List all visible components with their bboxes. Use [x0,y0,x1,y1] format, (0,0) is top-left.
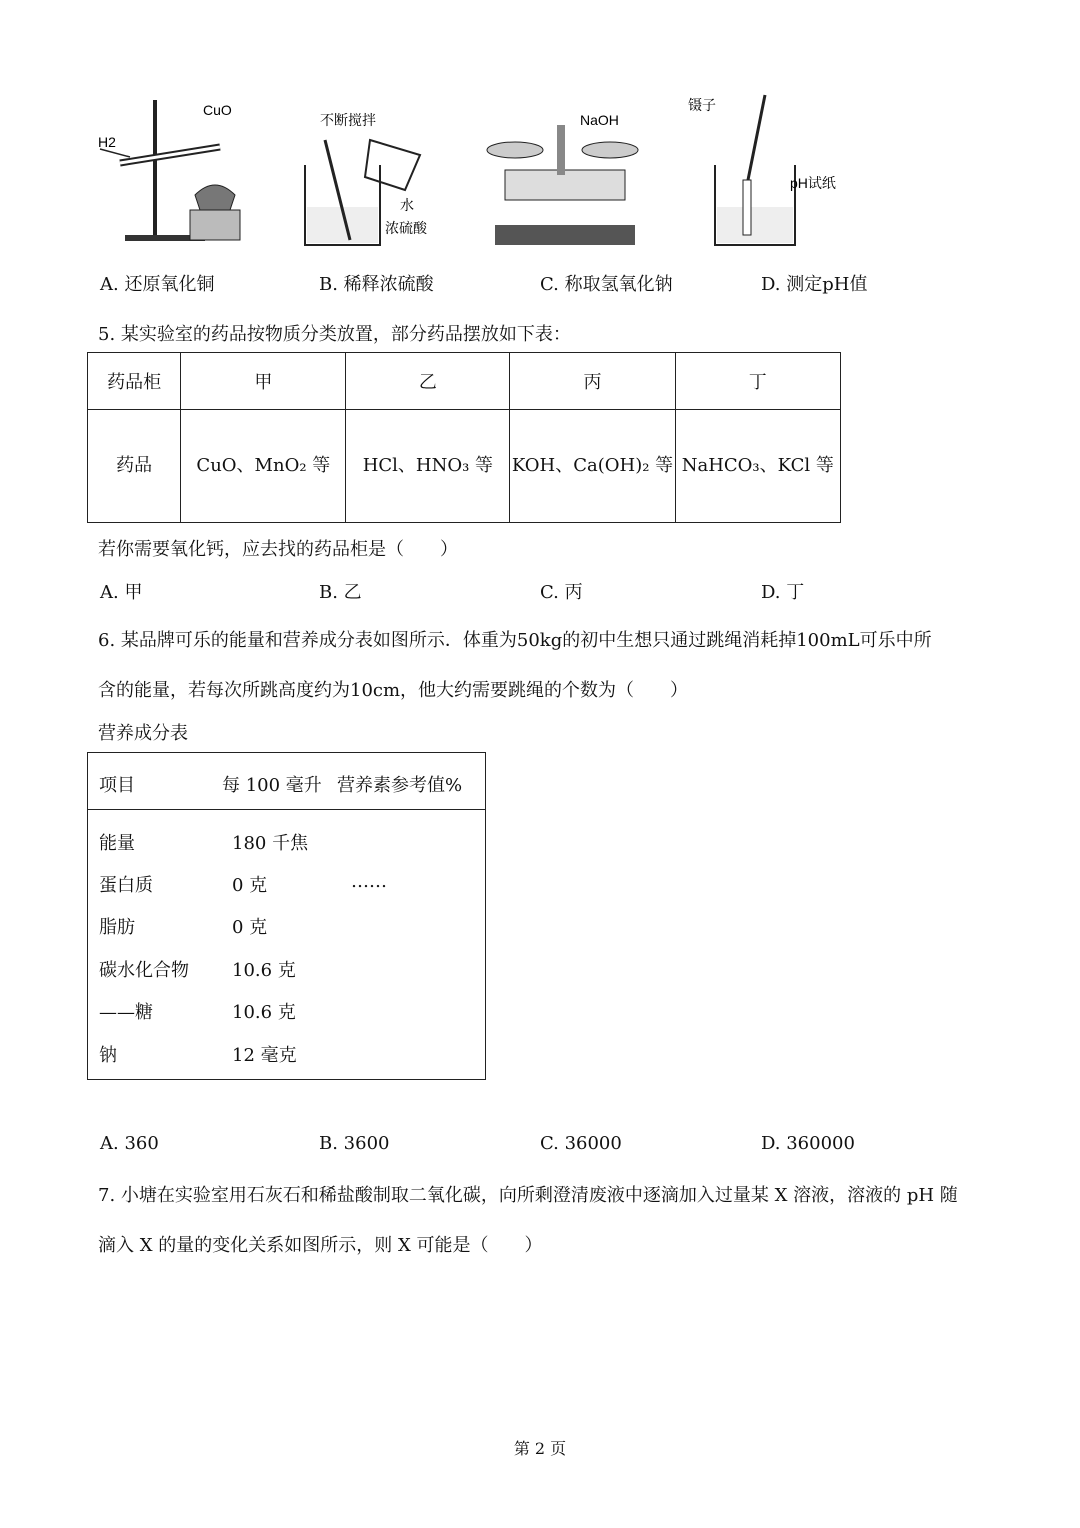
header-item: 项目 [99,775,135,796]
tweezers-label: 镊子 [688,97,716,113]
row-value: 10.6 克 [232,960,296,981]
q5-option-c[interactable]: C. 丙 [540,582,583,603]
cuo-label: CuO [203,102,232,118]
row-name: 脂肪 [99,917,135,938]
row-value: 10.6 克 [232,1002,296,1023]
row-label: 药品 [88,410,181,523]
header-nrv: 营养素参考值% [337,775,463,796]
row-name: 钠 [99,1045,117,1066]
row-value: 0 克 [232,875,268,896]
nutrition-table [87,752,486,1080]
cell-ding: NaHCO₃、KCl 等 [675,410,840,523]
page-footer: 第 2 页 [513,1439,567,1458]
q6-option-c[interactable]: C. 36000 [540,1133,622,1154]
row-name: ——糖 [99,1002,153,1023]
row-name: 能量 [99,833,135,854]
figure-weigh-naoh [485,85,645,250]
figure-dilute-sulfuric-acid [290,85,460,250]
row-name: 碳水化合物 [99,960,189,981]
naoh-label: NaOH [580,112,619,128]
q5-stem: 5. 某实验室的药品按物质分类放置，部分药品摆放如下表： [98,324,571,345]
ellipsis: …… [351,871,387,892]
figure-measure-ph [685,85,860,250]
row-value: 12 毫克 [232,1045,297,1066]
header-bing: 丙 [510,353,675,410]
ph-paper-label: pH试纸 [790,175,836,191]
header-ding: 丁 [675,353,840,410]
q6-line2: 含的能量，若每次所跳高度约为10cm，他大约需要跳绳的个数为（ ） [98,680,689,701]
q4-option-d[interactable]: D. 测定pH值 [761,274,868,295]
water-label: 水 [400,197,414,213]
nutrition-table-title: 营养成分表 [98,723,188,744]
header-yi: 乙 [346,353,510,410]
cell-yi: HCl、HNO₃ 等 [346,410,510,523]
q5-question: 若你需要氧化钙，应去找的药品柜是（ ） [98,539,458,560]
q4-option-b[interactable]: B. 稀释浓硫酸 [319,274,434,295]
header-per100ml: 每 100 毫升 [222,775,322,796]
medicine-cabinet-table [87,352,841,523]
conc-acid-label: 浓硫酸 [385,220,427,236]
q6-option-d[interactable]: D. 360000 [761,1133,855,1154]
q7-line1: 7. 小塘在实验室用石灰石和稀盐酸制取二氧化碳，向所剩澄清废液中逐滴加入过量某 X 溶液，溶液的 pH 随 [98,1185,958,1206]
header-jia: 甲 [181,353,346,410]
q4-option-a[interactable]: A. 还原氧化铜 [100,274,215,295]
stir-label: 不断搅拌 [320,112,376,128]
q5-option-a[interactable]: A. 甲 [100,582,143,603]
q6-option-a[interactable]: A. 360 [100,1133,159,1154]
q5-option-b[interactable]: B. 乙 [319,582,362,603]
q6-line1: 6. 某品牌可乐的能量和营养成分表如图所示．体重为50kg的初中生想只通过跳绳消耗掉100mL可乐中所 [98,630,932,651]
header-cabinet: 药品柜 [88,353,181,410]
q5-option-d[interactable]: D. 丁 [761,582,805,603]
q7-line2: 滴入 X 的量的变化关系如图所示，则 X 可能是（ ） [98,1235,543,1256]
figure-reduce-copper-oxide [95,85,245,250]
q6-option-b[interactable]: B. 3600 [319,1133,390,1154]
h2-label: H2 [98,134,116,150]
q4-option-c[interactable]: C. 称取氢氧化钠 [540,274,673,295]
cell-jia: CuO、MnO₂ 等 [181,410,346,523]
cell-bing: KOH、Ca(OH)₂ 等 [510,410,675,523]
row-value: 0 克 [232,917,268,938]
row-value: 180 千焦 [232,833,309,854]
row-name: 蛋白质 [99,875,153,896]
